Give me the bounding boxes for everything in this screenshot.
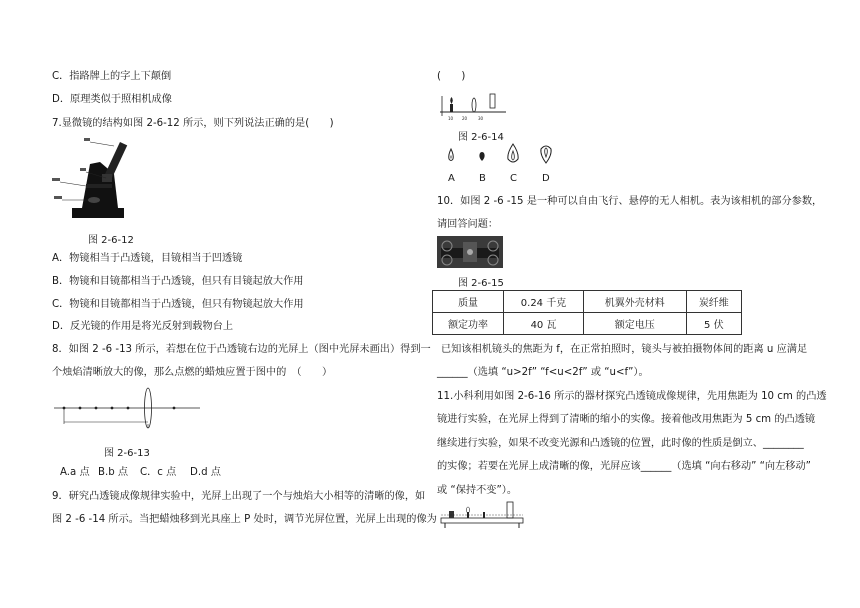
q8-stem-line1: 8．如图 2 -6 -13 所示，若想在位于凸透镜右边的光屏上（图中光屏未画出）得到一 <box>52 344 431 355</box>
flame-icon-d <box>538 142 554 166</box>
table-cell: 质量 <box>433 291 504 313</box>
svg-text:30: 30 <box>478 116 484 121</box>
table-cell: 机翼外壳材料 <box>583 291 686 313</box>
microscope-figure <box>52 134 132 224</box>
optical-bench-figure-2 <box>437 500 527 530</box>
figure-2-6-15-caption: 图 2-6-15 <box>458 278 504 289</box>
optical-bench-figure <box>438 86 508 122</box>
table-row <box>433 291 742 313</box>
q7-stem: 7.显微镜的结构如图 2-6-12 所示，则下列说法正确的是( ) <box>52 118 334 129</box>
q9-option-d: D <box>542 173 550 184</box>
q10-stem-line2: 请回答问题： <box>437 219 499 230</box>
q6-option-c: C．指路牌上的字上下颠倒 <box>52 71 172 82</box>
q11-stem-line1: 11.小科利用如图 2-6-16 所示的器材探究凸透镜成像规律，先用焦距为 10 cm 的凸透 <box>437 391 827 402</box>
q8-option-c: C．c 点 <box>140 467 177 478</box>
svg-text:20: 20 <box>462 116 468 121</box>
q6-option-d: D．原理类似于照相机成像 <box>52 94 172 105</box>
camera-params-table <box>432 290 742 335</box>
figure-2-6-12-caption: 图 2-6-12 <box>88 235 134 246</box>
q9-option-b: B <box>479 173 486 184</box>
figure-2-6-13-caption: 图 2-6-13 <box>104 448 150 459</box>
table-cell: 额定电压 <box>583 313 686 335</box>
q8-option-d: D.d 点 <box>190 467 221 478</box>
q11-stem-line3: 继续进行实验，如果不改变光源和凸透镜的位置，此时像的性质是倒立、________ <box>437 438 804 449</box>
q9-stem-line2: 图 2 -6 -14 所示。当把蜡烛移到光具座上 P 处时，调节光屏位置，光屏上出现的像为 <box>52 514 437 525</box>
q9-option-a: A <box>448 173 455 184</box>
q10-question-line2: ______（选填 “u>2f” “f<u<2f” 或 “u<f”）。 <box>437 367 649 378</box>
q7-option-d: D．反光镜的作用是将光反射到载物台上 <box>52 321 234 332</box>
table-cell: 40 瓦 <box>504 313 584 335</box>
q9-answer-paren: ( ) <box>437 71 466 82</box>
flame-icon-a <box>444 146 458 166</box>
flame-icon-c <box>505 142 521 166</box>
q8-option-b: B.b 点 <box>98 467 129 478</box>
q11-stem-line2: 镜进行实验，在光屏上得到了清晰的缩小的实像。接着他改用焦距为 5 cm 的凸透镜 <box>437 414 816 425</box>
q8-option-a: A.a 点 <box>60 467 90 478</box>
table-cell: 0.24 千克 <box>504 291 584 313</box>
figure-2-6-14-caption: 图 2-6-14 <box>458 132 504 143</box>
drone-camera-figure <box>437 236 503 268</box>
q11-stem-line4: 的实像；若要在光屏上成清晰的像，光屏应该______（选填 “向右移动” “向左移动” <box>437 461 811 472</box>
q11-stem-line5: 或 “保持不变”）。 <box>437 485 518 496</box>
q9-stem-line1: 9．研究凸透镜成像规律实验中，光屏上出现了一个与烛焰大小相等的清晰的像，如 <box>52 491 426 502</box>
q7-option-b: B．物镜和目镜都相当于凸透镜，但只有目镜起放大作用 <box>52 276 304 287</box>
q10-stem-line1: 10．如图 2 -6 -15 是一种可以自由飞行、悬停的无人相机。表为该相机的部分参数， <box>437 196 823 207</box>
table-cell: 额定功率 <box>433 313 504 335</box>
q7-option-a: A．物镜相当于凸透镜，目镜相当于凹透镜 <box>52 253 243 264</box>
table-row <box>433 313 742 335</box>
flame-icon-b <box>475 146 489 166</box>
q7-option-c: C．物镜和目镜都相当于凸透镜，但只有物镜起放大作用 <box>52 299 304 310</box>
q9-option-c: C <box>510 173 517 184</box>
table-cell: 5 伏 <box>686 313 741 335</box>
q8-stem-line2: 个烛焰清晰放大的像，那么点燃的蜡烛应置于图中的 （ ） <box>52 367 333 378</box>
q10-question-line1: 已知该相机镜头的焦距为 f，在正常拍照时，镜头与被拍摄物体间的距离 u 应满足 <box>441 344 808 355</box>
svg-text:10: 10 <box>448 116 454 121</box>
lens-axis-figure <box>52 386 202 436</box>
table-cell: 炭纤维 <box>686 291 741 313</box>
